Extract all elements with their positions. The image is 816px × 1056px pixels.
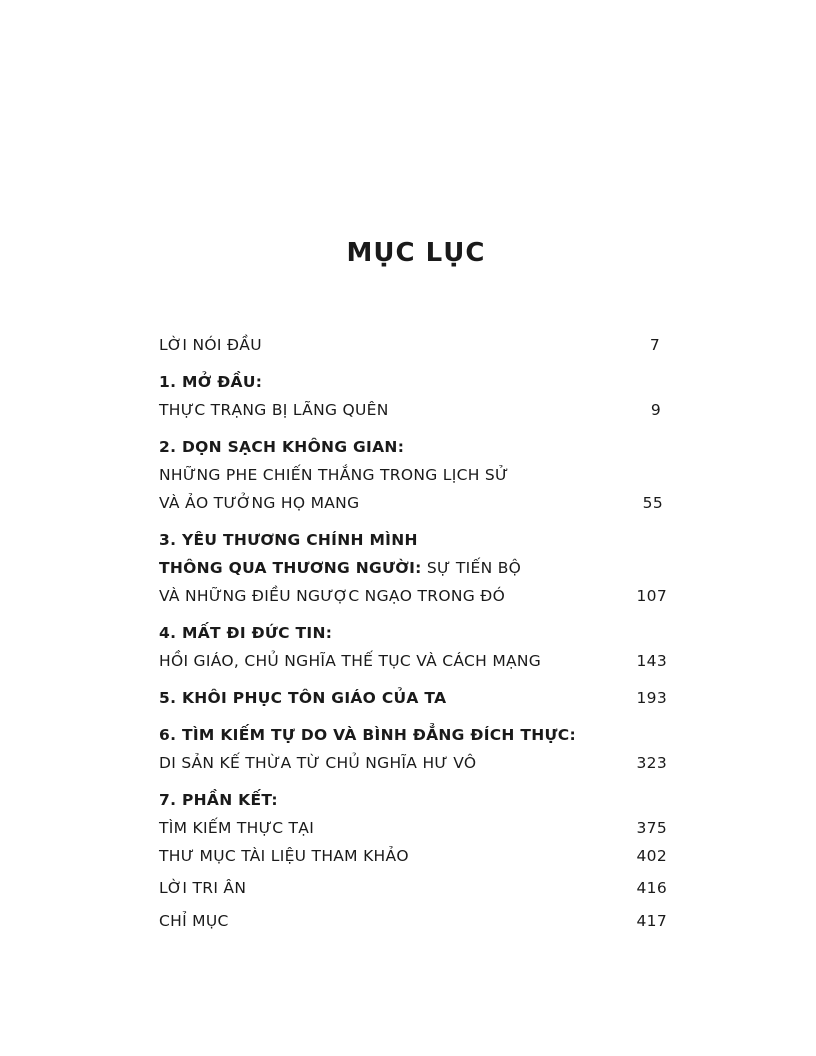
toc-chapter-3-heading-line-2[interactable] — [159, 556, 667, 584]
toc-chapter-3-heading-line-1[interactable] — [159, 528, 667, 556]
toc-entry-acknowledgements[interactable] — [159, 876, 667, 904]
page-title: MỤC LỤC — [346, 238, 486, 268]
toc-entry-label: 5. KHÔI PHỤC TÔN GIÁO CỦA TA — [159, 689, 447, 707]
toc-entry-label-regular-part: SỰ TIẾN BỘ — [421, 559, 522, 577]
toc-chapter-5-heading[interactable] — [159, 686, 667, 714]
toc-chapter-2-subtitle-line-1[interactable] — [159, 463, 667, 491]
toc-entry-page: 9 — [650, 401, 661, 419]
toc-entry-page: 375 — [636, 819, 667, 837]
toc-chapter-3-subtitle[interactable] — [159, 584, 667, 612]
toc-entry-page: 143 — [636, 652, 667, 670]
toc-entry-label: 7. PHẦN KẾT: — [159, 791, 278, 809]
toc-chapter-2-heading[interactable] — [159, 435, 667, 463]
toc-chapter-4-subtitle[interactable] — [159, 649, 667, 677]
toc-chapter-1-heading[interactable] — [159, 370, 667, 398]
toc-entry-label: LỜI TRI ÂN — [159, 879, 247, 897]
toc-entry-page: 193 — [636, 689, 667, 707]
toc-entry-page: 417 — [636, 912, 667, 930]
toc-chapter-6-heading[interactable] — [159, 723, 667, 751]
toc-entry-label: NHỮNG PHE CHIẾN THẮNG TRONG LỊCH SỬ — [159, 466, 509, 484]
toc-chapter-6-subtitle[interactable] — [159, 751, 667, 779]
toc-entry-label-bold-part: THÔNG QUA THƯƠNG NGƯỜI: — [159, 559, 422, 577]
toc-entry-label: 2. DỌN SẠCH KHÔNG GIAN: — [159, 438, 405, 456]
toc-entry-label: CHỈ MỤC — [159, 912, 229, 930]
table-of-contents — [159, 333, 667, 937]
toc-entry-bibliography[interactable] — [159, 844, 667, 872]
toc-entry-label: DI SẢN KẾ THỪA TỪ CHỦ NGHĨA HƯ VÔ — [159, 754, 477, 772]
toc-entry-label: 3. YÊU THƯƠNG CHÍNH MÌNH — [159, 531, 418, 549]
toc-entry-label: 6. TÌM KIẾM TỰ DO VÀ BÌNH ĐẲNG ĐÍCH THỰC: — [159, 726, 576, 744]
toc-entry-label: 1. MỞ ĐẦU: — [159, 373, 263, 391]
toc-entry-page: 402 — [636, 847, 667, 865]
toc-entry-label: HỒI GIÁO, CHỦ NGHĨA THẾ TỤC VÀ CÁCH MẠNG — [159, 652, 542, 670]
toc-entry-label: 4. MẤT ĐI ĐỨC TIN: — [159, 624, 333, 642]
toc-entry-page: 7 — [649, 336, 660, 354]
toc-entry-label: LỜI NÓI ĐẦU — [159, 336, 262, 354]
toc-entry-label: THỰC TRẠNG BỊ LÃNG QUÊN — [159, 401, 389, 419]
toc-entry-page: 416 — [636, 879, 667, 897]
toc-entry-label: TÌM KIẾM THỰC TẠI — [159, 819, 315, 837]
toc-entry-label: VÀ NHỮNG ĐIỀU NGƯỢC NGẠO TRONG ĐÓ — [159, 587, 506, 605]
toc-chapter-2-subtitle-line-2[interactable] — [159, 491, 667, 519]
toc-chapter-4-heading[interactable] — [159, 621, 667, 649]
toc-entry-index[interactable] — [159, 909, 667, 937]
toc-entry-label: VÀ ẢO TƯỞNG HỌ MANG — [159, 494, 360, 512]
toc-entry-label: THƯ MỤC TÀI LIỆU THAM KHẢO — [159, 847, 409, 865]
toc-entry-page: 55 — [642, 494, 663, 512]
toc-entry-page: 107 — [636, 587, 667, 605]
toc-chapter-7-heading[interactable] — [159, 788, 667, 816]
toc-entry-preface[interactable] — [159, 333, 667, 361]
toc-entry-label — [159, 556, 521, 584]
toc-chapter-1-subtitle[interactable] — [159, 398, 667, 426]
toc-chapter-7-subtitle[interactable] — [159, 816, 667, 844]
toc-entry-page: 323 — [636, 754, 667, 772]
